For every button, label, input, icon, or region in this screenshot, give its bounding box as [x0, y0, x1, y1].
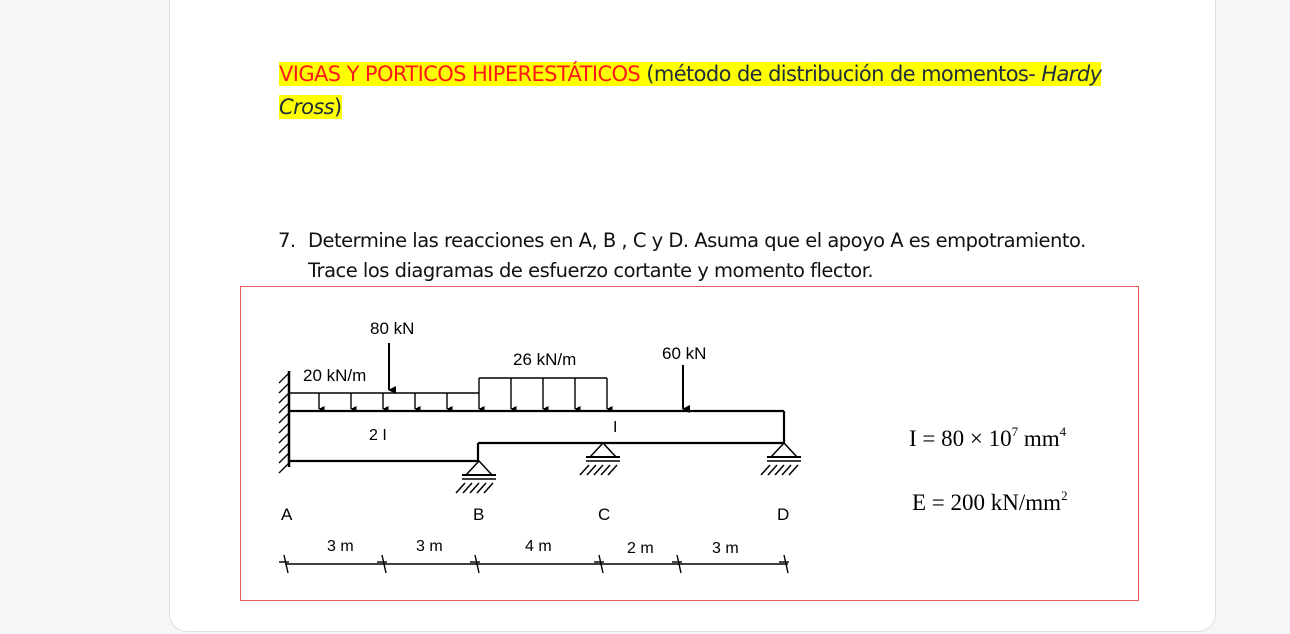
heading-italic-1: Hardy — [1041, 62, 1102, 86]
pin-support-c — [580, 443, 620, 475]
beam-diagram-frame — [240, 286, 1139, 601]
section-heading — [279, 58, 1159, 124]
pin-support-b — [456, 461, 496, 493]
problem-statement — [278, 226, 1158, 286]
dimension-label-3: 4 m — [525, 538, 552, 555]
dimension-label-2: 3 m — [416, 538, 443, 555]
modulus-formula: E = 200 $kN/mm^2$ — [912, 488, 1068, 515]
dimension-line — [279, 555, 789, 573]
heading-close: ) — [334, 95, 342, 119]
problem-number: 7. — [278, 229, 296, 252]
load-label-26knm: 26 kN/m — [513, 350, 577, 369]
dimension-label-4: 2 m — [627, 540, 654, 557]
heading-italic-2: Cross — [279, 95, 335, 119]
support-label-a: A — [281, 505, 293, 524]
dimension-label-1: 3 m — [327, 538, 354, 555]
load-label-20knm: 20 kN/m — [303, 366, 367, 385]
support-label-d: D — [777, 505, 790, 524]
support-label-b: B — [473, 505, 485, 524]
problem-line-2: Trace los diagramas de esfuerzo cortante y momento flector. — [308, 259, 874, 282]
beam — [289, 411, 784, 461]
fixed-support-a — [279, 371, 289, 473]
distributed-load-26 — [479, 378, 607, 409]
inertia-label-2i: 2 I — [369, 427, 387, 444]
heading-text: (método de distribución de momentos- — [640, 62, 1042, 86]
pin-support-d — [761, 443, 801, 475]
load-label-80kn: 80 kN — [370, 319, 415, 338]
inertia-formula: $I = 80 \times 10^7$ $mm^4$ — [909, 424, 1067, 451]
heading-red-text: VIGAS Y PORTICOS HIPERESTÁTICOS — [279, 62, 641, 86]
problem-line-1: Determine las reacciones en A, B , C y D. Asuma que el apoyo A es empotramiento. — [308, 229, 1086, 252]
inertia-label-i: I — [613, 419, 618, 436]
beam-diagram — [241, 287, 1137, 599]
dimension-label-5: 3 m — [712, 540, 739, 557]
support-label-c: C — [598, 505, 611, 524]
load-label-60kn: 60 kN — [662, 344, 707, 363]
distributed-load-20 — [289, 393, 479, 409]
